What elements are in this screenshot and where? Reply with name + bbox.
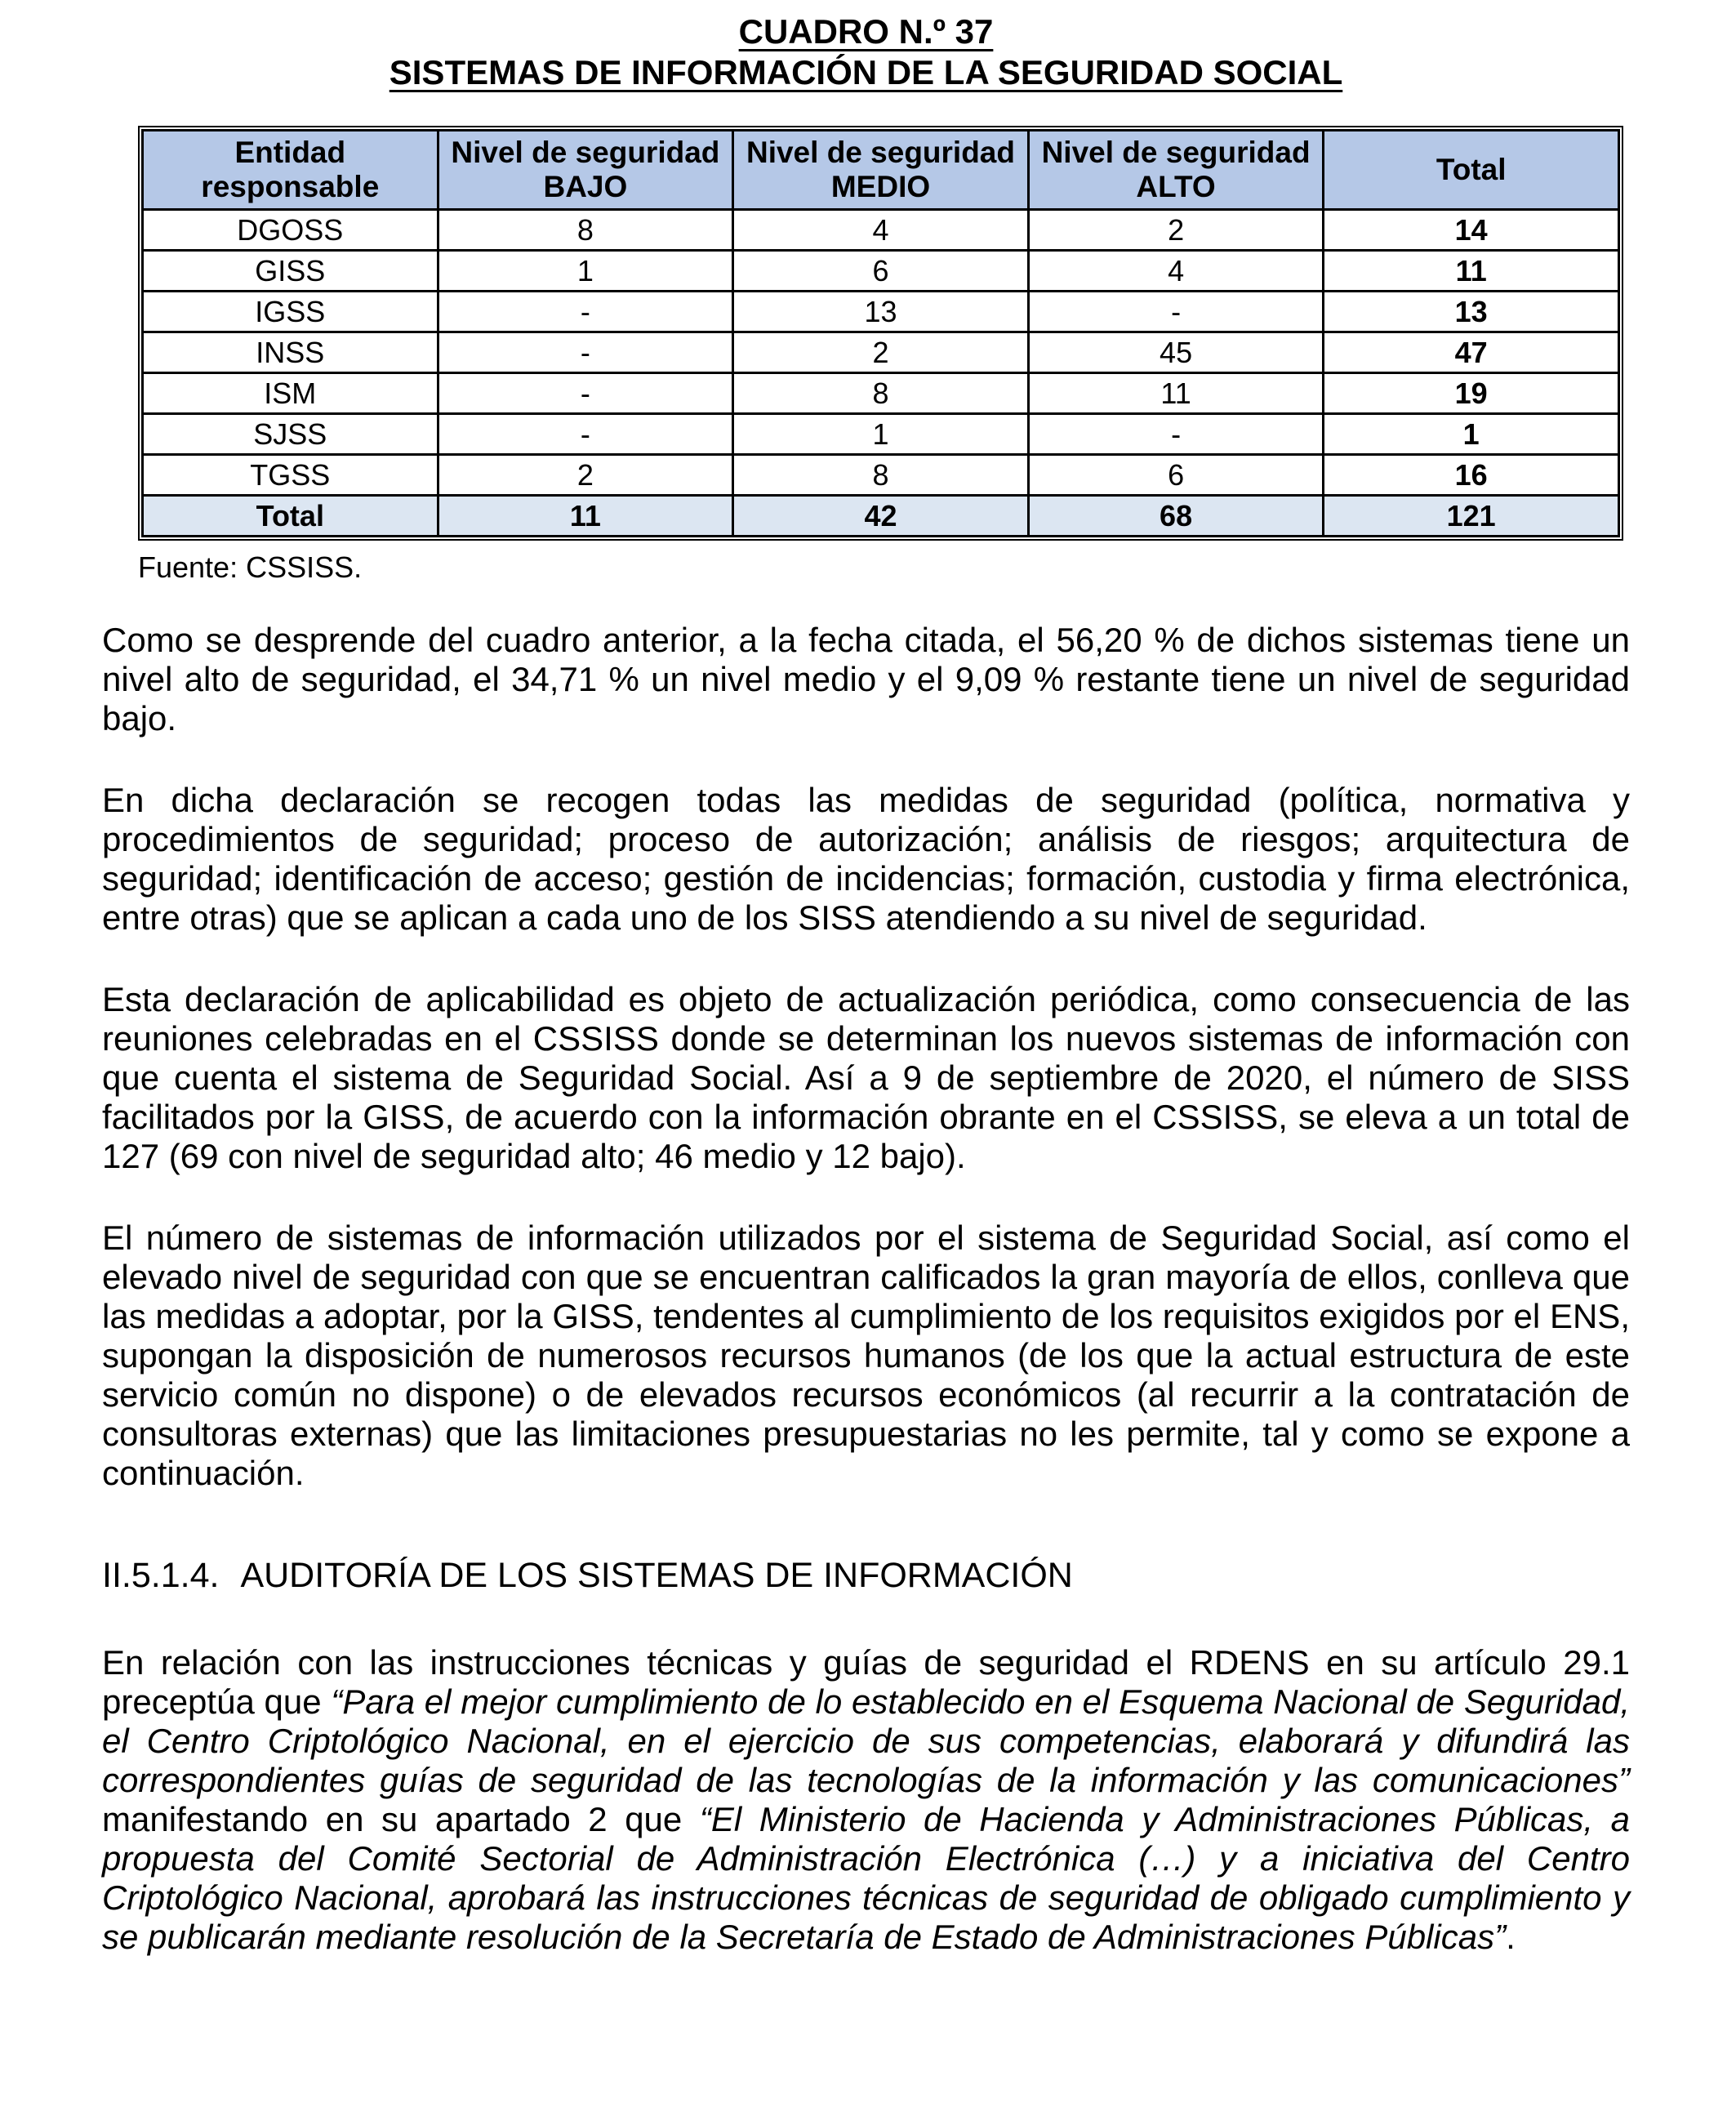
header-nivel-alto: Nivel de seguridad ALTO [1028,131,1324,210]
table-row-giss [143,251,1619,292]
value-cell: 8 [438,210,733,251]
value-cell: 8 [733,373,1029,414]
entity-cell: DGOSS [143,210,438,251]
value-cell: - [438,292,733,332]
title-line-2: SISTEMAS DE INFORMACIÓN DE LA SEGURIDAD SOCIAL [389,53,1343,91]
quote-closing-period: . [1506,1918,1516,1956]
entity-cell: TGSS [143,455,438,496]
header-nivel-bajo: Nivel de seguridad BAJO [438,131,733,210]
entity-cell: SJSS [143,414,438,455]
table-title [102,11,1630,93]
security-systems-table [141,129,1620,537]
table-row-inss [143,332,1619,373]
value-cell: - [1028,414,1324,455]
section-title: AUDITORÍA DE LOS SISTEMAS DE INFORMACIÓN [240,1556,1073,1595]
value-cell: 2 [438,455,733,496]
value-cell: 11 [1028,373,1324,414]
value-cell: 13 [733,292,1029,332]
paragraph-actualizacion: Esta declaración de aplicabilidad es objeto de actualización periódica, como consecuencia de las reuniones celebradas en el CSSISS donde se determinan los nuevos sistemas de información con que cuenta el sistema de Seguridad Social. Así a 9 de septiembre de 2020, el número de SISS facilitados por la GISS, de acuerdo con la información obrante en el CSSISS, se eleva a un total de 127 (69 con nivel de seguridad alto; 46 medio y 12 bajo). [102,980,1630,1175]
paragraph-recursos: El número de sistemas de información utilizados por el sistema de Seguridad Social, así como el elevado nivel de seguridad con que se encuentran calificados la gran mayoría de ellos, conlleva que las medidas a adoptar, por la GISS, tendentes al cumplimiento de los requisitos exigidos por el ENS, supongan la disposición de numerosos recursos humanos (de los que la actual estructura de este servicio común no dispone) o de elevados recursos económicos (al recurrir a la contratación de consultoras externas) que las limitaciones presupuestarias no les permite, tal y como se expone a continuación. [102,1219,1630,1492]
value-cell: 2 [733,332,1029,373]
paragraph-percentages: Como se desprende del cuadro anterior, a la fecha citada, el 56,20 % de dichos sistemas tiene un nivel alto de seguridad, el 34,71 % un nivel medio y el 9,09 % restante tiene un nivel de seguridad bajo. [102,621,1630,737]
value-cell: - [438,373,733,414]
value-cell: 6 [1028,455,1324,496]
row-total-cell: 16 [1324,455,1619,496]
table-row-dgoss [143,210,1619,251]
quote-intro: En relación con las instrucciones técnicas y guías de seguridad el RDENS en su artículo 29.1 preceptúa que [102,1643,1630,1721]
table-header-row [143,131,1619,210]
paragraph-declaracion: En dicha declaración se recogen todas las medidas de seguridad (política, normativa y procedimientos de seguridad; proceso de autorización; análisis de riesgos; arquitectura de seguridad; identificación de acceso; gestión de incidencias; formación, custodia y firma electrónica, entre otras) que se aplican a cada uno de los SISS atendiendo a su nivel de seguridad. [102,781,1630,937]
row-total-cell: 11 [1324,251,1619,292]
table-row-sjss [143,414,1619,455]
row-total-cell: 19 [1324,373,1619,414]
row-total-cell: 1 [1324,414,1619,455]
value-cell: - [1028,292,1324,332]
entity-cell: IGSS [143,292,438,332]
value-cell: 1 [438,251,733,292]
value-cell: 8 [733,455,1029,496]
header-nivel-medio: Nivel de seguridad MEDIO [733,131,1029,210]
value-cell: 4 [1028,251,1324,292]
section-number: II.5.1.4. [102,1556,220,1595]
paragraph-rdens-quotes [102,1643,1630,1957]
value-cell: - [438,332,733,373]
data-table-frame [138,126,1623,541]
total-value-cell: 121 [1324,496,1619,537]
header-total: Total [1324,131,1619,210]
total-value-cell: 11 [438,496,733,537]
quote-ens-guias: “Para el mejor cumplimiento de lo establecido en el Esquema Nacional de Seguridad, el Centro Criptológico Nacional, en el ejercicio de sus competencias, elaborará y difundirá las correspondientes guías de seguridad de las tecnologías de la información y las comunicaciones” [102,1682,1631,1799]
entity-cell: ISM [143,373,438,414]
entity-cell: INSS [143,332,438,373]
quote-ministerio: “El Ministerio de Hacienda y Administraciones Públicas, a propuesta del Comité Sectorial de Administración Electrónica (…) y a iniciativa del Centro Criptológico Nacional, aprobará las instrucciones técnicas de seguridad de obligado cumplimiento y se publicarán mediante resolución de la Secretaría de Estado de Administraciones Públicas” [102,1800,1630,1956]
table-row-tgss [143,455,1619,496]
value-cell: 1 [733,414,1029,455]
total-label-cell: Total [143,496,438,537]
header-entidad: Entidad responsable [143,131,438,210]
table-row-ism [143,373,1619,414]
section-heading-auditoria [102,1555,1630,1596]
total-value-cell: 68 [1028,496,1324,537]
value-cell: 45 [1028,332,1324,373]
value-cell: - [438,414,733,455]
value-cell: 4 [733,210,1029,251]
value-cell: 2 [1028,210,1324,251]
table-row-igss [143,292,1619,332]
row-total-cell: 14 [1324,210,1619,251]
row-total-cell: 13 [1324,292,1619,332]
table-source-note: Fuente: CSSISS. [138,550,363,584]
row-total-cell: 47 [1324,332,1619,373]
entity-cell: GISS [143,251,438,292]
total-value-cell: 42 [733,496,1029,537]
value-cell: 6 [733,251,1029,292]
table-total-row [143,496,1619,537]
title-line-1: CUADRO N.º 37 [738,12,994,51]
quote-connector: manifestando en su apartado 2 que [102,1800,700,1838]
